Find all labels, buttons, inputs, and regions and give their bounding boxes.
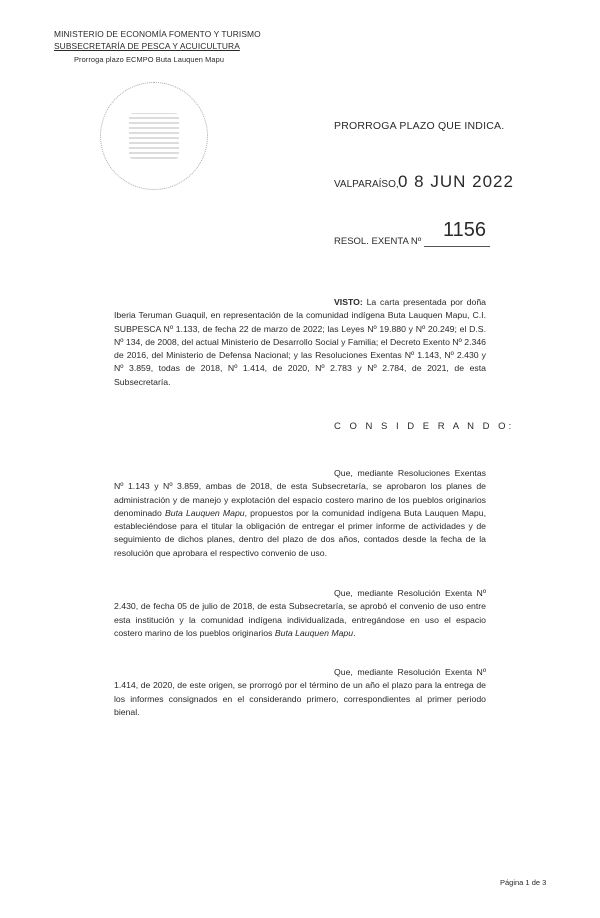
visto-paragraph	[114, 296, 486, 389]
considerando-heading: C O N S I D E R A N D O:	[334, 421, 515, 432]
paragraph-text: Que, mediante Resoluciones Exentas Nº 1.143 y Nº 3.859, ambas de 2018, de esta Subsecretaría, se aprobaron los planes de administración y de manejo y explotación del espacio costero marino de los pueblos originarios denominado	[114, 468, 486, 518]
visto-text: La carta presentada por doña Iberia Teruman Guaquil, en representación de la comunidad indígena Buta Lauquen Mapu, C.I. SUBPESCA Nº 1.133, de fecha 22 de marzo de 2022; las Leyes Nº 19.880 y Nº 20.249; el D.S. Nº 134, de 2008, del actual Ministerio de Desarrollo Social y Familia; el Decreto Exento Nº 2.346 de 2016, del Ministerio de Defensa Nacional; y las Resoluciones Exentas Nº 1.143, Nº 2.430 y Nº 3.859, todas de 2018, Nº 1.414, de 2020, Nº 2.783 y Nº 2.784, de 2021, de esta Subsecretaría.	[114, 297, 486, 387]
resolution-number: 1156	[443, 219, 487, 241]
document-subject: PRORROGA PLAZO QUE INDICA.	[334, 120, 505, 132]
subsecretaria-name: SUBSECRETARÍA DE PESCA Y ACUICULTURA	[54, 41, 240, 51]
seal-emblem	[129, 113, 179, 159]
document-date-stamp: 0 8 JUN 2022	[398, 172, 514, 191]
official-seal-stamp	[100, 82, 208, 190]
resolution-label: RESOL. EXENTA Nº	[334, 236, 422, 247]
ministry-name: MINISTERIO DE ECONOMÍA FOMENTO Y TURISMO	[54, 29, 261, 39]
considerando-paragraph-2	[114, 587, 486, 640]
ecmpo-name: Buta Lauquen Mapu	[274, 627, 354, 638]
page-number: Página 1 de 3	[500, 878, 547, 887]
resolution-number-line	[424, 246, 490, 247]
considerando-paragraph-3: Que, mediante Resolución Exenta Nº 1.414, de 2020, de este origen, se prorrogó por el término de un año el plazo para la entrega de los informes consignados en el considerando primero, correspondientes al primer periodo bienal.	[114, 667, 486, 717]
document-place: VALPARAÍSO,	[334, 179, 399, 190]
visto-label: VISTO:	[334, 297, 363, 307]
paragraph-text: Que, mediante Resolución Exenta Nº 2.430, de fecha 05 de julio de 2018, de esta Subsecretaría, se aprobó el convenio de uso entre esta institución y la comunidad indígena individualizada, entregándose en uso el espacio costero marino de los pueblos originarios	[114, 588, 486, 638]
considerando-paragraph-1	[114, 467, 486, 560]
paragraph-text: .	[353, 627, 356, 638]
document-reference: Prorroga plazo ECMPO Buta Lauquen Mapu	[74, 55, 225, 64]
ecmpo-name: Buta Lauquen Mapu	[164, 507, 245, 518]
paragraph-text: , propuestos por la comunidad indígena Buta Lauquen Mapu, estableciéndose para el titular la obligación de entregar el primer informe de actividades y de seguimiento de dichos planes, dentro del plazo de dos años, contados desde la fecha de la resolución que aprobara el respectivo convenio de uso.	[114, 507, 486, 558]
